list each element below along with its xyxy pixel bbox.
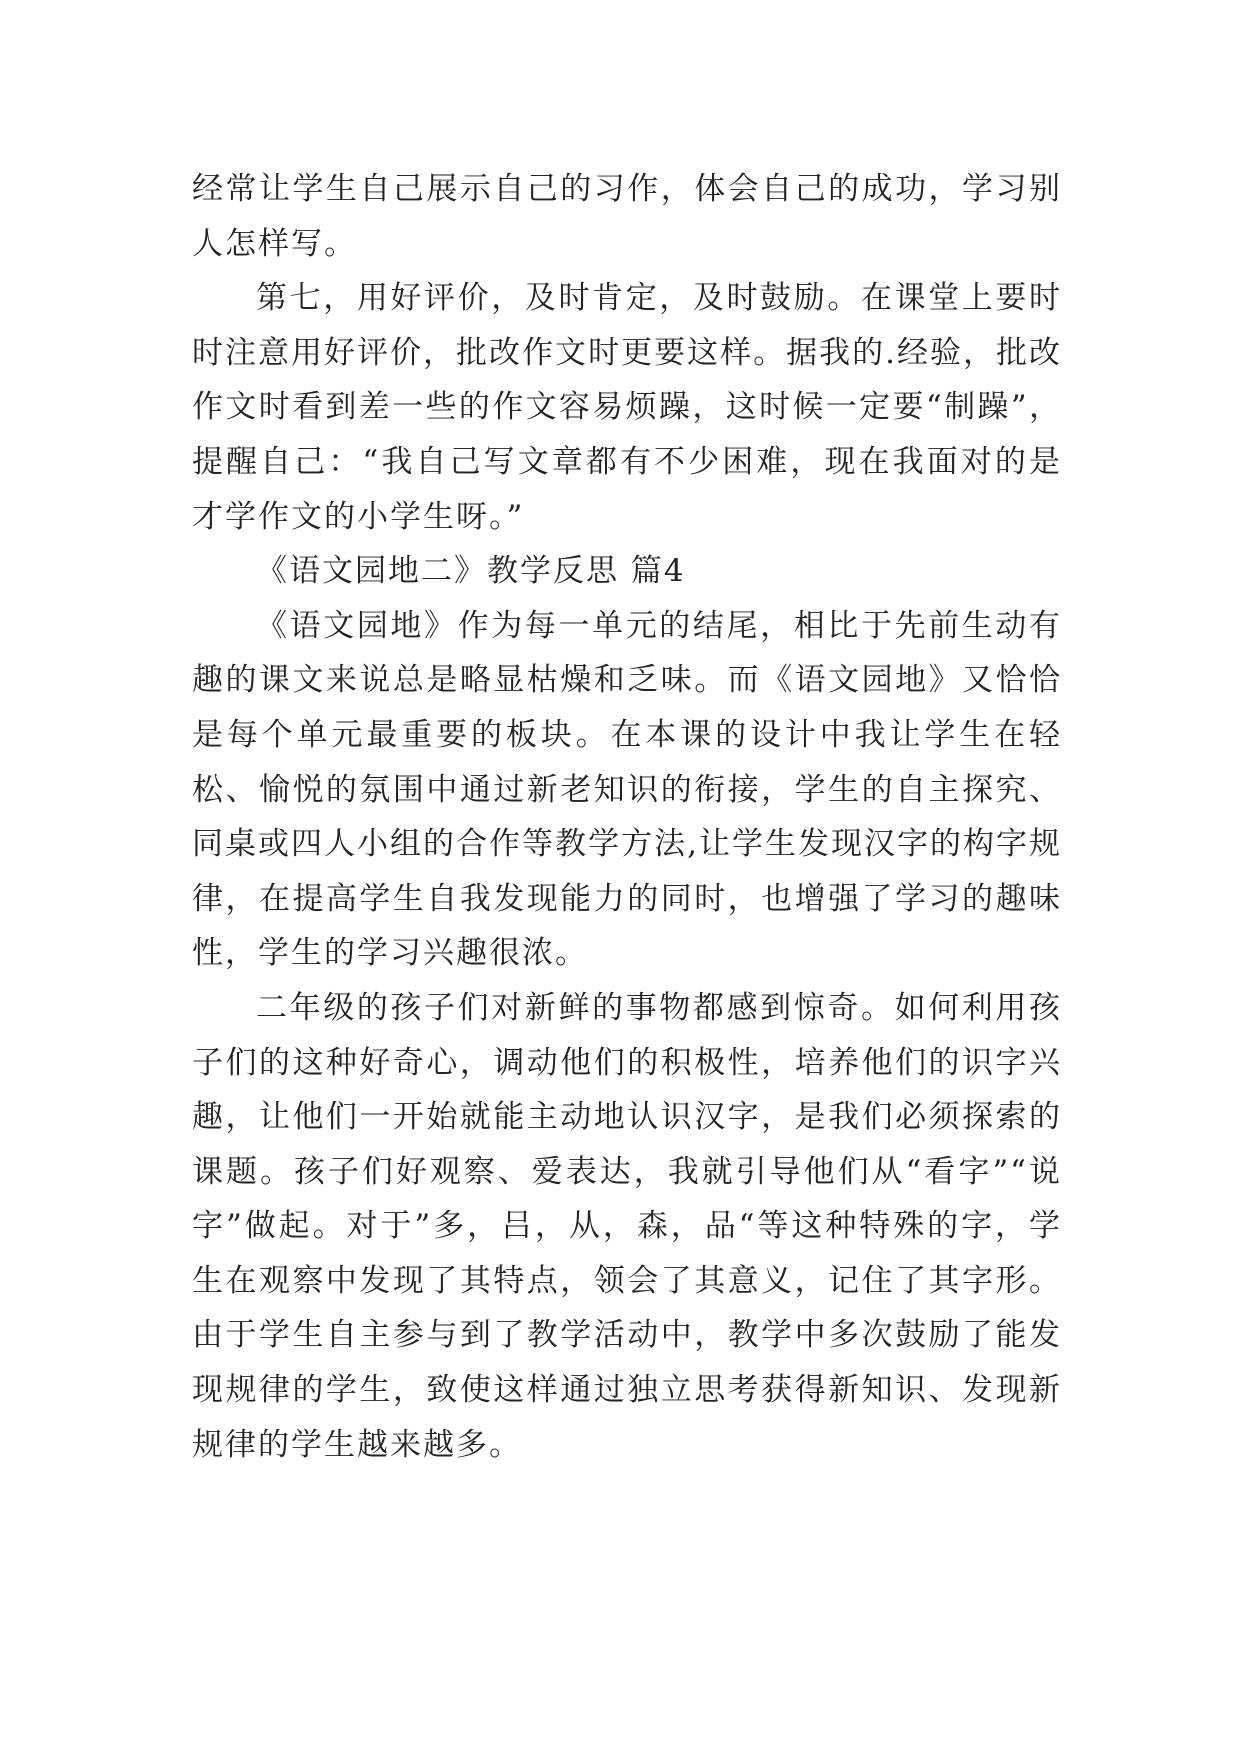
paragraph-continuation: 经常让学生自己展示自己的习作，体会自己的成功，学习别人怎样写。 bbox=[192, 171, 1062, 262]
paragraph-second-grade: 二年级的孩子们对新鲜的事物都感到惊奇。如何利用孩子们的这种好奇心，调动他们的积极性，培养他们的识字兴趣，让他们一开始就能主动地认识汉字，是我们必须探索的课题。孩子们好观察、爱表达，我就引导他们从“看字”“说字”做起。对于”多，吕，从，森，品“等这种特殊的字，学生在观察中发现了其特点，领会了其意义，记住了其字形。由于学生自主参与到了教学活动中，教学中多次鼓励了能发现规律的学生，致使这样通过独立思考获得新知识、发现新规律的学生越来越多。 bbox=[192, 989, 1062, 1463]
document-body bbox=[192, 162, 1062, 1472]
paragraph-yuwen-yuandi: 《语文园地》作为每一单元的结尾，相比于先前生动有趣的课文来说总是略显枯燥和乏味。而《语文园地》又恰恰是每个单元最重要的板块。在本课的设计中我让学生在轻松、愉悦的氛围中通过新老知识的衔接，学生的自主探究、同桌或四人小组的合作等教学方法,让学生发现汉字的构字规律，在提高学生自我发现能力的同时，也增强了学习的趣味性，学生的学习兴趣很浓。 bbox=[192, 607, 1062, 972]
section-heading: 《语文园地二》教学反思 篇4 bbox=[256, 553, 686, 590]
paragraph-evaluation: 第七，用好评价，及时肯定，及时鼓励。在课堂上要时时注意用好评价，批改作文时更要这样。据我的.经验，批改作文时看到差一些的作文容易烦躁，这时候一定要“制躁”，提醒自己：“我自己写文章都有不少困难，现在我面对的是才学作文的小学生呀。” bbox=[192, 280, 1062, 535]
